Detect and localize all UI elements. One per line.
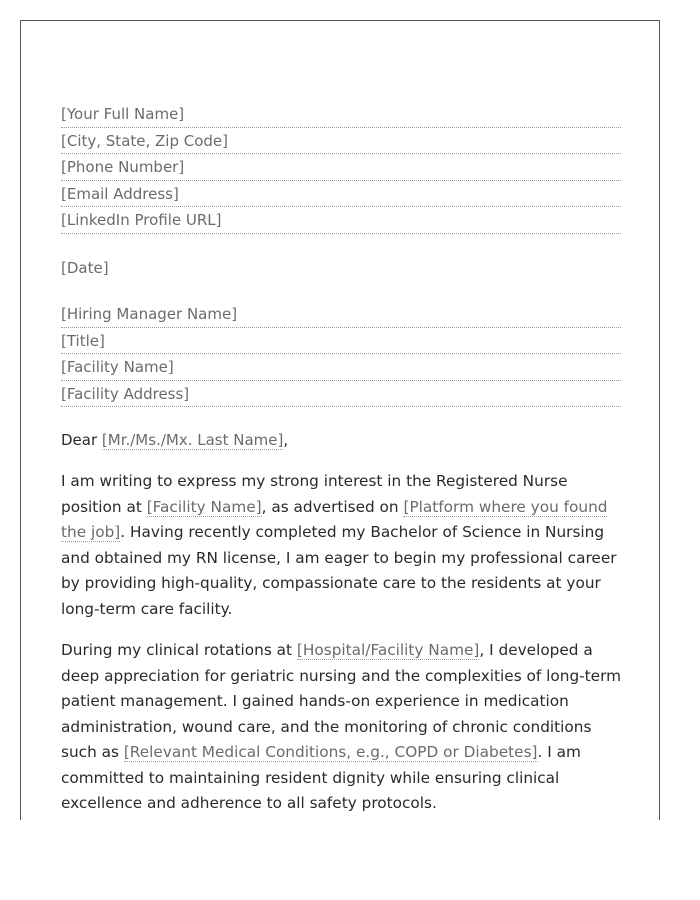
facility-address-field[interactable]: [Facility Address] [61,381,621,408]
p1-platform-placeholder[interactable]: [Platform where you found the job] [61,497,608,541]
p1-text-3: . Having recently completed my Bachelor of Science in Nursing and obtained my RN license, I am eager to begin my professional career by providing high-quality, compassionate care to the residents at your long-term care facility. [61,523,617,618]
facility-name-field[interactable]: [Facility Name] [61,354,621,381]
recipient-block [61,301,621,407]
hiring-manager-field[interactable]: [Hiring Manager Name] [61,301,621,328]
p2-conditions-placeholder[interactable]: [Relevant Medical Conditions, e.g., COPD or Diabetes] [123,743,538,761]
paragraph-experience [61,638,621,817]
p2-text-1: During my clinical rotations at [61,641,297,659]
salutation [61,427,621,453]
salutation-prefix: Dear [61,431,102,449]
p2-text-2: , I developed a deep appreciation for geriatric nursing and the complexities of long-term patient management. I gained hands-on experience in medication administration, wound care, and the monitoring of chronic conditions such as [61,641,622,761]
p1-facility-name-placeholder[interactable]: [Facility Name] [146,497,262,516]
recipient-title-field[interactable]: [Title] [61,328,621,355]
p2-text-3: . I am committed to maintaining resident dignity while ensuring clinical excellence and adherence to all safety protocols. [61,743,581,812]
sender-phone-field[interactable]: [Phone Number] [61,154,621,181]
sender-linkedin-field[interactable]: [LinkedIn Profile URL] [61,207,621,234]
salutation-name-placeholder[interactable]: [Mr./Ms./Mx. Last Name] [101,431,284,449]
p1-text-1: I am writing to express my strong interest in the Registered Nurse position at [61,472,568,516]
p1-text-2: , as advertised on [261,497,404,516]
sender-block [61,101,621,234]
date-field[interactable]: [Date] [61,258,109,277]
sender-city-state-zip-field[interactable]: [City, State, Zip Code] [61,128,621,155]
sender-email-field[interactable]: [Email Address] [61,181,621,208]
letter-body [61,101,621,817]
p2-hospital-placeholder[interactable]: [Hospital/Facility Name] [296,641,480,659]
sender-full-name-field[interactable]: [Your Full Name] [61,101,621,128]
salutation-suffix: , [283,431,289,449]
paragraph-intro [61,469,621,622]
document-page [20,20,660,820]
